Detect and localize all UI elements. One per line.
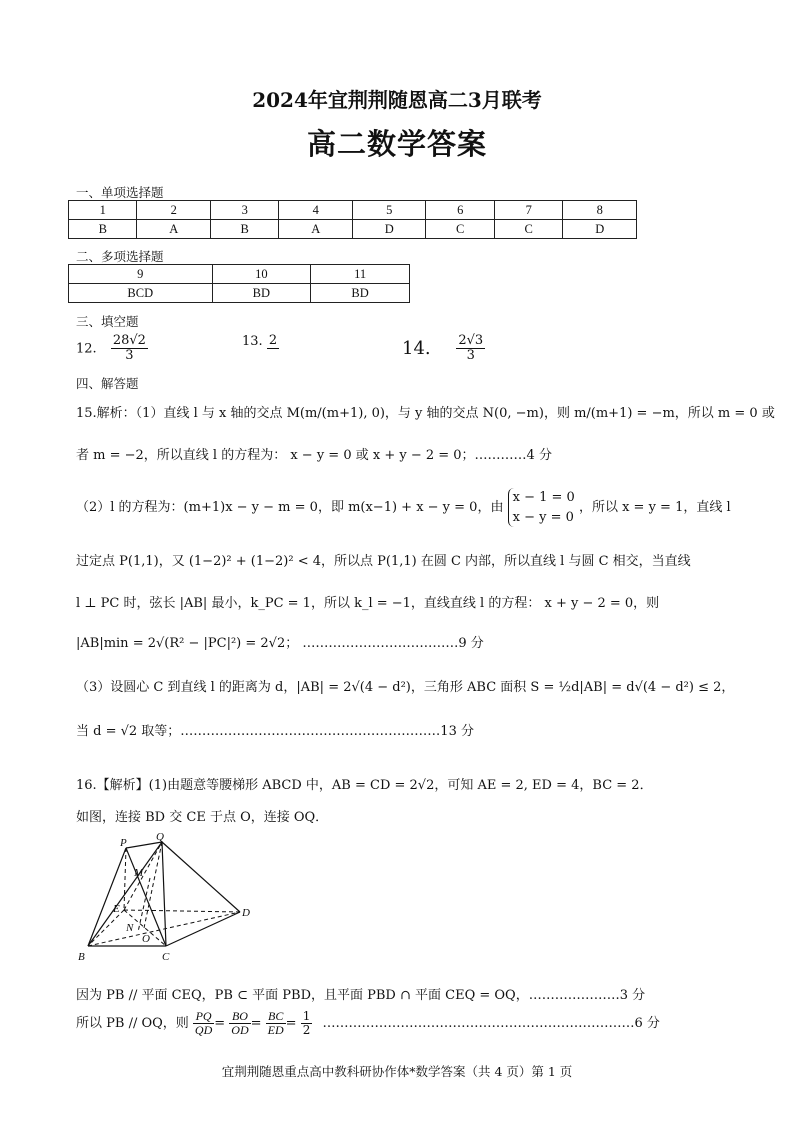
answer-13 <box>242 334 279 349</box>
table-cell: A <box>279 220 353 239</box>
numerator: PQ <box>193 1010 214 1024</box>
edge-pe <box>124 848 126 910</box>
table-cell: BD <box>311 284 410 303</box>
edge-pb <box>88 848 126 946</box>
denominator: 2 <box>302 1023 311 1038</box>
answer-12 <box>76 334 148 364</box>
table-row <box>69 265 410 284</box>
fraction-pq-qd <box>193 1010 214 1037</box>
numerator: 2 <box>268 333 278 348</box>
edge-ed <box>124 910 240 912</box>
q15-line-6: |AB|min = 2√(R² − |PC|²) = 2√2； ………………………………9 分 <box>76 636 484 651</box>
label-n: N <box>126 922 134 934</box>
table-cell: 4 <box>279 201 353 220</box>
fraction-one-half <box>301 1010 313 1037</box>
denominator: ED <box>267 1023 284 1038</box>
label-p: P <box>120 837 127 849</box>
table-cell: B <box>69 220 137 239</box>
q16-line-4-text-a: 所以 PB // OQ，则 <box>76 1016 189 1032</box>
table-cell: 8 <box>563 201 637 220</box>
label-e: E <box>113 903 120 915</box>
answer-fraction <box>111 334 148 364</box>
question-number: 12. <box>76 341 97 357</box>
table-cell: C <box>494 220 562 239</box>
table-cell: 10 <box>212 265 311 284</box>
edge-eb <box>88 910 124 946</box>
label-o: O <box>142 933 150 945</box>
table-row <box>69 284 410 303</box>
answer-fraction <box>456 334 485 364</box>
fraction-bc-ed <box>266 1010 286 1037</box>
table-row <box>69 201 637 220</box>
denominator: QD <box>194 1023 213 1038</box>
system-row: x − 1 = 0 <box>512 490 575 505</box>
table-cell: 11 <box>311 265 410 284</box>
table-cell: C <box>426 220 494 239</box>
q15-line-3-text-a: （2）l 的方程为：(m+1)x − y − m = 0，即 m(x−1) + x − y = 0，由 <box>76 500 504 515</box>
label-m: M <box>134 867 144 879</box>
table-cell: A <box>137 220 211 239</box>
numerator: 28√2 <box>112 333 146 348</box>
label-b: B <box>78 951 85 963</box>
numerator: 2√3 <box>458 333 484 348</box>
numerator: BC <box>266 1010 286 1024</box>
system-row: x − y = 0 <box>512 509 574 525</box>
table-cell: 2 <box>137 201 211 220</box>
section-multiple-choice-label: 二、多项选择题 <box>76 249 164 264</box>
answer-fraction <box>267 334 279 349</box>
label-q: Q <box>156 832 164 843</box>
table-cell: 9 <box>69 265 213 284</box>
fraction-bo-od <box>229 1010 250 1037</box>
q16-line-3: 因为 PB // 平面 CEQ，PB ⊂ 平面 PBD，且平面 PBD ∩ 平面 CEQ = OQ，…………………3 分 <box>76 988 646 1003</box>
q15-line-4: 过定点 P(1,1)，又 (1−2)² + (1−2)² < 4，所以点 P(1,1) 在圆 C 内部，所以直线 l 与圆 C 相交，当直线 <box>76 554 691 569</box>
table-cell: 5 <box>352 201 426 220</box>
q16-line-4: 所以 PB // OQ，则 $\frac{PQ}{QD}$ = $\frac{BO}{OD}$ = $\frac{BC}{ED}$ = $\frac{1}{2}$ ………………………………………………………………6 分 <box>76 1009 660 1038</box>
section-solution-label: 四、解答题 <box>76 376 139 391</box>
denominator: OD <box>231 1023 249 1038</box>
label-d: D <box>242 907 250 919</box>
single-choice-answer-table <box>68 200 637 239</box>
q16-line-1: 16.【解析】(1)由题意等腰梯形 ABCD 中，AB = CD = 2√2，可知 AE = 2, ED = 4，BC = 2． <box>76 778 653 793</box>
q15-line-1: 15.解析：（1）直线 l 与 x 轴的交点 M(m/(m+1), 0)，与 y 轴的交点 N(0, −m)，则 m/(m+1) = −m，所以 m = 0 或 <box>76 406 775 421</box>
denominator: 3 <box>466 348 475 364</box>
label-c: C <box>162 951 170 963</box>
edge-qc <box>162 842 166 946</box>
page-footer: 宜荆荆随恩重点高中教科研协作体*数学答案（共 4 页）第 1 页 <box>221 1064 573 1079</box>
table-cell: 1 <box>69 201 137 220</box>
q15-line-5: l ⊥ PC 时，弦长 |AB| 最小，k_PC = 1，所以 k_l = −1，直线直线 l 的方程： x + y − 2 = 0，则 <box>76 596 660 611</box>
edge-qd <box>162 842 240 912</box>
question-number: 14. <box>402 337 431 359</box>
table-cell: 6 <box>426 201 494 220</box>
q16-line-4-text-b: ………………………………………………………………6 分 <box>322 1016 660 1032</box>
table-cell: D <box>563 220 637 239</box>
table-cell: BD <box>212 284 311 303</box>
table-cell: D <box>352 220 426 239</box>
section-single-choice-label: 一、单项选择题 <box>76 185 164 200</box>
question-number: 13. <box>242 334 263 350</box>
q15-line-8: 当 d = √2 取等；……………………………………………………13 分 <box>76 724 474 739</box>
q15-line-3-text-b: ，所以 x = y = 1，直线 l <box>578 500 731 515</box>
table-cell: B <box>210 220 278 239</box>
equation-system <box>508 488 575 527</box>
table-row <box>69 220 637 239</box>
numerator: 1 <box>302 1009 311 1023</box>
edge-bq <box>88 842 162 946</box>
exam-title: 2024年宜荆荆随恩高二3月联考 <box>252 88 542 112</box>
q15-line-2: 者 m = −2，所以直线 l 的方程为： x − y = 0 或 x + y − 2 = 0；…………4 分 <box>76 448 552 463</box>
edge-cd <box>166 912 240 946</box>
section-fill-blank-label: 三、填空题 <box>76 314 139 329</box>
multiple-choice-answer-table <box>68 264 410 303</box>
pyramid-figure <box>76 832 266 966</box>
numerator: BO <box>229 1010 250 1024</box>
document-title: 高二数学答案 <box>306 127 487 161</box>
table-cell: 7 <box>494 201 562 220</box>
denominator: 3 <box>125 348 134 364</box>
q15-line-7: （3）设圆心 C 到直线 l 的距离为 d，|AB| = 2√(4 − d²)，三角形 ABC 面积 S = ½d|AB| = d√(4 − d²) ≤ 2， <box>76 680 735 695</box>
answer-14 <box>402 334 485 364</box>
table-cell: BCD <box>69 284 213 303</box>
q16-line-2: 如图，连接 BD 交 CE 于点 O，连接 OQ． <box>76 810 329 825</box>
q15-line-3 <box>76 488 731 527</box>
table-cell: 3 <box>210 201 278 220</box>
